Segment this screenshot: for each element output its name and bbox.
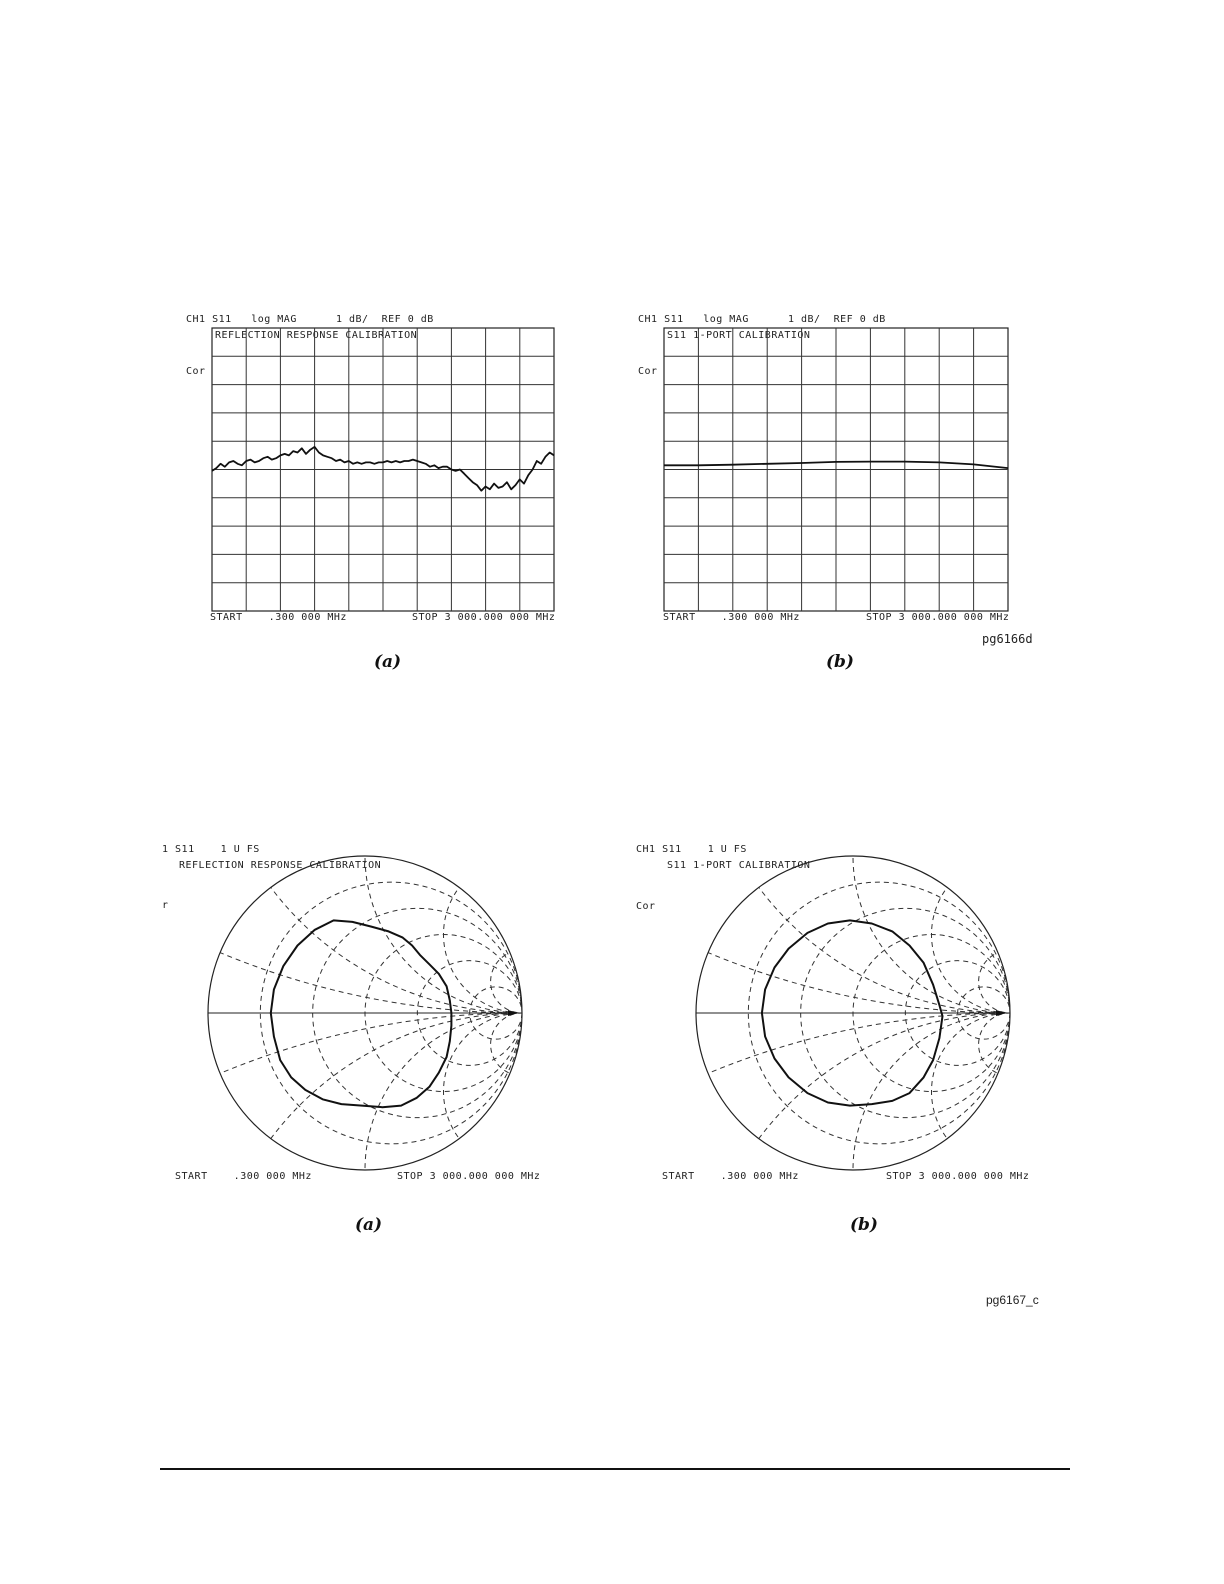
smith-axis-arrow: [508, 1010, 518, 1016]
data-trace: [212, 447, 554, 491]
reactance-arc: [225, 1013, 1224, 1584]
data-trace: [762, 920, 943, 1105]
panel-b-side-label: Cor: [638, 366, 658, 377]
panel-a-stop: STOP 3 000.000 000 MHz: [412, 612, 556, 623]
reactance-arc: [444, 1013, 601, 1170]
reactance-arc: [932, 1013, 1089, 1170]
grid-frame: [664, 328, 1008, 611]
resistance-circle: [853, 935, 1010, 1092]
smith-b-start: START .300 000 MHz: [662, 1171, 799, 1182]
reactance-arc: [979, 1013, 1042, 1076]
smith-a-caption: (a): [355, 1215, 383, 1235]
smith-grid: [225, 0, 1224, 1584]
panel-b-stop: STOP 3 000.000 000 MHz: [866, 612, 1010, 623]
smith-a-start: START .300 000 MHz: [175, 1171, 312, 1182]
panel-b-start: START .300 000 MHz: [663, 612, 800, 623]
smith-b-caption: (b): [850, 1215, 878, 1235]
smith-a-side-label: r: [162, 900, 169, 911]
data-trace: [271, 920, 452, 1107]
grid-frame: [212, 328, 554, 611]
reactance-arc: [932, 856, 1089, 1013]
smith-outer-circle: [208, 856, 522, 1170]
resistance-circle: [417, 961, 522, 1066]
smith-b-header: CH1 S11 1 U FS: [636, 844, 747, 855]
figure-ref-id: pg6167_c: [986, 1293, 1039, 1307]
panel-a-header: CH1 S11 log MAG 1 dB/ REF 0 dB: [186, 314, 434, 325]
panel-a-caption: (a): [374, 652, 402, 672]
smith-b-annotation: S11 1-PORT CALIBRATION: [667, 860, 811, 871]
reactance-arc: [365, 1013, 679, 1327]
reactance-arc: [696, 1013, 1224, 1584]
smith-outer-circle: [696, 856, 1010, 1170]
panel-b-caption: (b): [826, 652, 854, 672]
panel-b-annotation: S11 1-PORT CALIBRATION: [667, 330, 811, 341]
data-trace: [664, 462, 1008, 469]
reactance-arc: [208, 385, 836, 1013]
resistance-circle: [470, 987, 522, 1039]
smith-b-stop: STOP 3 000.000 000 MHz: [886, 1171, 1030, 1182]
smith-a-header: 1 S11 1 U FS: [162, 844, 260, 855]
reactance-arc: [365, 699, 679, 1013]
smith-a-annotation: REFLECTION RESPONSE CALIBRATION: [179, 860, 382, 871]
panel-a-start: START .300 000 MHz: [210, 612, 347, 623]
resistance-circle: [748, 882, 1010, 1144]
figure-ref-id: pg6166d: [982, 632, 1033, 646]
panel-a-side-label: Cor: [186, 366, 206, 377]
reactance-arc: [444, 856, 601, 1013]
reactance-arc: [853, 699, 1167, 1013]
resistance-circle: [260, 882, 522, 1144]
smith-axis-arrow: [996, 1010, 1006, 1016]
panel-a-annotation: REFLECTION RESPONSE CALIBRATION: [215, 330, 418, 341]
page-footer-rule: [160, 1468, 1070, 1470]
reactance-arc: [0, 1013, 1224, 1584]
reactance-arc: [208, 1013, 836, 1584]
reactance-arc: [853, 1013, 1167, 1327]
resistance-circle: [905, 961, 1010, 1066]
resistance-circle: [365, 935, 522, 1092]
panel-b-header: CH1 S11 log MAG 1 dB/ REF 0 dB: [638, 314, 886, 325]
reactance-arc: [491, 1013, 554, 1076]
reactance-arc: [491, 950, 554, 1013]
resistance-circle: [958, 987, 1010, 1039]
smith-a-stop: STOP 3 000.000 000 MHz: [397, 1171, 541, 1182]
reactance-arc: [979, 950, 1042, 1013]
smith-b-side-label: Cor: [636, 901, 656, 912]
resistance-circle: [801, 908, 1010, 1117]
reactance-arc: [696, 385, 1224, 1013]
resistance-circle: [313, 908, 522, 1117]
